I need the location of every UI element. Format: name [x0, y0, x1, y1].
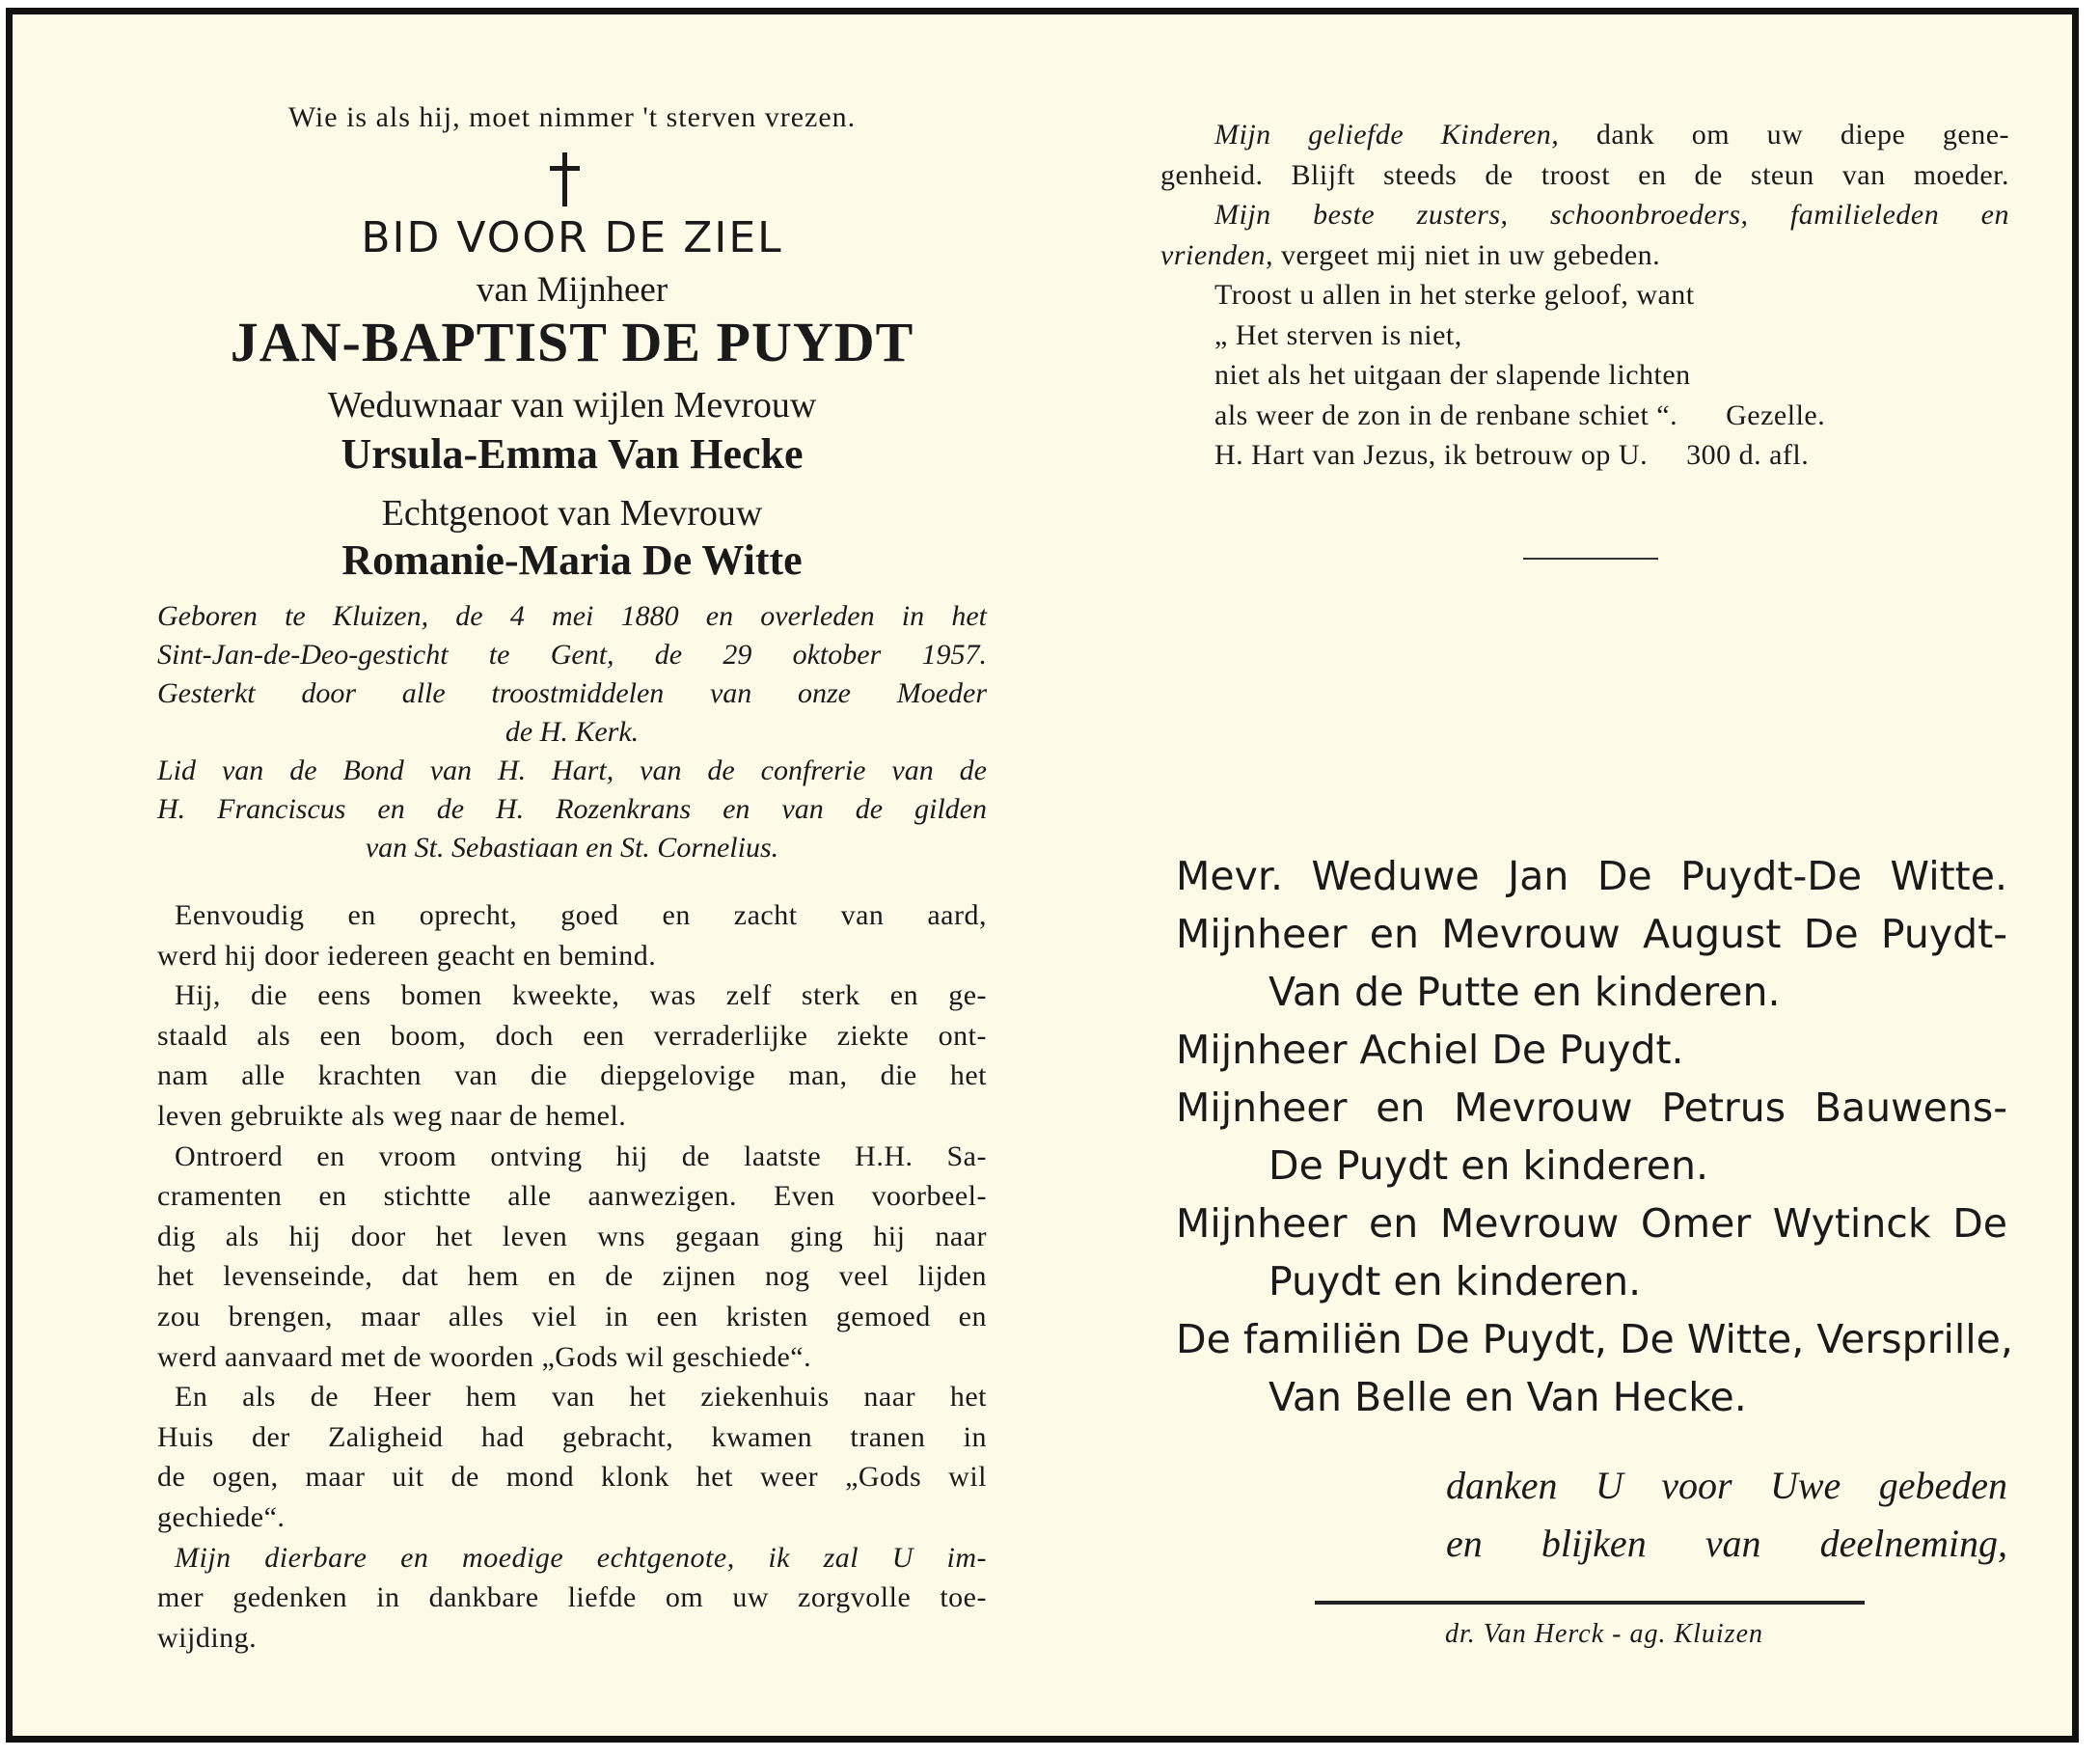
- prayer-heading: BID VOOR DE ZIEL: [361, 213, 783, 262]
- eulogy-line: Hij, die eens bomen kweekte, was zelf sterk en ge-: [175, 979, 987, 1012]
- eulogy-line: Eenvoudig en oprecht, goed en zacht van aard,: [175, 899, 987, 931]
- deceased-name: JAN-BAPTIST DE PUYDT: [230, 311, 914, 373]
- detail-line: H. Franciscus en de H. Rozenkrans en van de gilden: [157, 793, 987, 825]
- thanks-line: danken U voor Uwe gebeden: [1446, 1464, 2007, 1507]
- poem-line: niet als het uitgaan der slapende lichten: [1214, 359, 1691, 391]
- eulogy-line: het levenseinde, dat hem en de zijnen nog veel lijden: [157, 1260, 987, 1293]
- eulogy-line: cramenten en stichtte alle aanwezigen. Even voorbeel-: [157, 1180, 987, 1213]
- family-line: Mijnheer en Mevrouw August De Puydt-: [1176, 911, 2007, 957]
- eulogy-line: wijding.: [157, 1621, 258, 1654]
- eulogy-line: Ontroerd en vroom ontving hij de laatste H.H. Sa-: [175, 1139, 987, 1172]
- poem-line: als weer de zon in de renbane schiet “. Gezelle.: [1214, 398, 1826, 431]
- farewell-line: genheid. Blijft steeds de troost en de steun van moeder.: [1160, 158, 2009, 191]
- eulogy-line: En als de Heer hem van het ziekenhuis naar het: [175, 1381, 987, 1414]
- family-line: Mijnheer en Mevrouw Omer Wytinck De: [1176, 1200, 2007, 1247]
- family-line: Puydt en kinderen.: [1268, 1258, 1642, 1304]
- family-line: Mijnheer en Mevrouw Petrus Bauwens-: [1176, 1084, 2007, 1131]
- widower-line: Weduwnaar van wijlen Mevrouw: [327, 385, 817, 426]
- detail-line: de H. Kerk.: [505, 716, 640, 748]
- thanks-line: en blijken van deelneming,: [1446, 1522, 2007, 1565]
- family-line: Van de Putte en kinderen.: [1268, 969, 1781, 1015]
- separator-dash: [1523, 558, 1658, 560]
- motto: Wie is als hij, moet nimmer 't sterven vrezen.: [287, 101, 857, 133]
- family-line: Van Belle en Van Hecke.: [1268, 1374, 1747, 1420]
- prayer-line: H. Hart van Jezus, ik betrouw op U. 300 d. afl.: [1214, 439, 1810, 471]
- eulogy-line: Mijn dierbare en moedige echtgenote, ik zal U im-: [175, 1541, 987, 1574]
- family-list: [1176, 847, 2013, 1426]
- eulogy-line: werd aanvaard met de woorden „Gods wil geschiede“.: [157, 1340, 812, 1373]
- farewell-text: [1160, 115, 2009, 476]
- family-line: De familiën De Puydt, De Witte, Versprille,: [1176, 1316, 2013, 1362]
- footer-rule: [1315, 1601, 1865, 1605]
- eulogy-line: mer gedenken in dankbare liefde om uw zorgvolle toe-: [157, 1581, 987, 1614]
- farewell-line: vrienden, vergeet mij niet in uw gebeden.: [1160, 238, 1661, 271]
- detail-line: Lid van de Bond van H. Hart, van de confrerie van de: [157, 755, 987, 786]
- eulogy-line: zou brengen, maar alles viel in een kristen gemoed en: [157, 1300, 987, 1332]
- detail-line: Sint-Jan-de-Deo-gesticht te Gent, de 29 oktober 1957.: [157, 639, 987, 671]
- farewell-line: Mijn geliefde Kinderen, dank om uw diepe gene-: [1214, 119, 2009, 151]
- eulogy-line: gechiede“.: [157, 1500, 286, 1533]
- eulogy-line: nam alle krachten van die diepgelovige man, die het: [157, 1059, 987, 1092]
- detail-line: van St. Sebastiaan en St. Cornelius.: [365, 832, 779, 864]
- family-line: Mijnheer Achiel De Puydt.: [1176, 1027, 1684, 1073]
- title-mijnheer: van Mijnheer: [476, 270, 668, 310]
- second-wife-name: Romanie-Maria De Witte: [341, 536, 803, 584]
- detail-line: Gesterkt door alle troostmiddelen van onze Moeder: [157, 677, 987, 709]
- eulogy-line: staald als een boom, doch een verraderlijke ziekte ont-: [157, 1019, 987, 1052]
- family-line: De Puydt en kinderen.: [1268, 1142, 1709, 1189]
- printer-credit: dr. Van Herck - ag. Kluizen: [1444, 1619, 1764, 1649]
- first-wife-name: Ursula-Emma Van Hecke: [341, 430, 804, 478]
- farewell-line: Troost u allen in het sterke geloof, want: [1214, 279, 1695, 311]
- eulogy-line: de ogen, maar uit de mond klonk het weer „Gods wil: [157, 1461, 987, 1494]
- eulogy-line: Huis der Zaligheid had gebracht, kwamen tranen in: [157, 1420, 987, 1453]
- indulgence: 300 d. afl.: [1686, 439, 1810, 471]
- eulogy-line: leven gebruikte als weg naar de hemel.: [157, 1099, 627, 1132]
- eulogy-line: dig als hij door het leven wns gegaan ging hij naar: [157, 1220, 987, 1252]
- spouse-line: Echtgenoot van Mevrouw: [381, 493, 763, 534]
- cross-icon: [546, 152, 585, 206]
- birth-death-details: [157, 597, 987, 867]
- poem-line: „ Het sterven is niet,: [1214, 318, 1462, 351]
- farewell-line: Mijn beste zusters, schoonbroeders, familieleden en: [1214, 199, 2009, 231]
- thanks-text: [1446, 1457, 2007, 1573]
- detail-line: Geboren te Kluizen, de 4 mei 1880 en overleden in het: [157, 600, 987, 632]
- poem-author: Gezelle.: [1726, 398, 1826, 431]
- memorial-card: [6, 8, 2079, 1743]
- family-line: Mevr. Weduwe Jan De Puydt-De Witte.: [1176, 853, 2007, 899]
- eulogy-line: werd hij door iedereen geacht en bemind.: [157, 939, 657, 972]
- eulogy-text: [157, 895, 987, 1658]
